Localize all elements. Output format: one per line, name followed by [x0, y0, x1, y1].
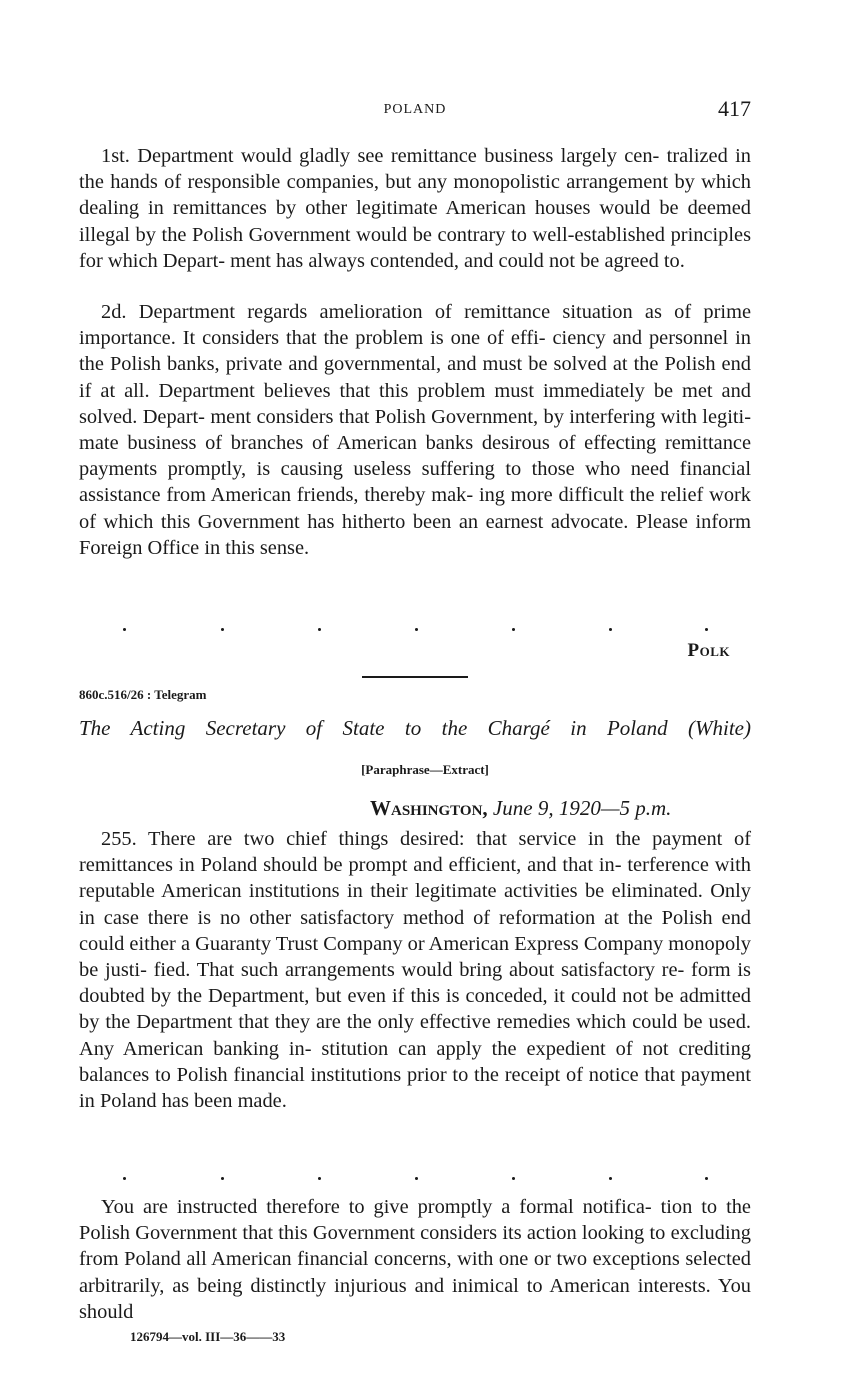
paragraph-2d-text: 2d. Department regards amelioration of remittance situation as of prime importance. It considers that the problem is one of effi- ciency and personnel in the Polish banks, private and governmental, and must be solved at the Polish end if at all. Department believes that this problem must immediately be met and solved. Depart- ment considers that Polish Government, by interfering with legiti- mate business of branches of American banks desirous of effecting remittance payments promptly, is causing useless suffering to those who need financial assistance from American friends, thereby mak- ing more difficult the relief work of which this Government has hitherto been an earnest advocate. Please inform Foreign Office in this sense.: [79, 301, 751, 559]
paragraph-instructions: [79, 1194, 751, 1325]
running-title: POLAND: [383, 102, 447, 117]
signature-polk: Polk: [687, 640, 730, 661]
ellipsis-row: [123, 1177, 713, 1189]
paragraph-2d: [79, 299, 751, 561]
ellipsis-row: [123, 628, 713, 640]
printer-footer: 126794—vol. III—36——33: [130, 1329, 286, 1344]
paragraph-255-text: 255. There are two chief things desired: that service in the payment of remittances in Poland should be prompt and efficient, and that in- terference with reputable American institutions in their legitimate activities be eliminated. Only in case there is no other satisfactory method of reformation at the Polish end could either a Guaranty Trust Company or American Express Company monopoly be justi- fied. That such arrangements would bring about satisfactory re- form is doubted by the Department, but even if this is conceded, it could not be admitted by the Department that they are the only effective remedies which could be used. Any American banking in- stitution can apply the expedient of not crediting balances to Polish financial institutions prior to the receipt of notice that payment in Poland has been made.: [79, 828, 751, 1113]
running-head: [79, 96, 751, 124]
document-heading: The Acting Secretary of State to the Chargé in Poland (White): [79, 716, 751, 740]
paragraph-instructions-text: You are instructed therefore to give promptly a formal notifica- tion to the Polish Government that this Government considers its action looking to excluding from Poland all American financial concerns, with one or two exceptions selected arbitrarily, as being distinctly injurious and inimical to American interests. You should: [79, 1196, 751, 1323]
paragraph-1st-text: 1st. Department would gladly see remittance business largely cen- tralized in the hands of responsible companies, but any monopolistic arrangement by which dealing in remittances by other legitimate American houses would be deemed illegal by the Polish Government would be contrary to well-established principles for which Depart- ment has always contended, and could not be agreed to.: [79, 145, 751, 272]
file-reference: 860c.516/26 : Telegram: [79, 687, 207, 702]
section-divider: [362, 676, 468, 678]
page-number: 417: [718, 96, 751, 121]
document-subheading: [Paraphrase—Extract]: [361, 762, 489, 777]
dateline: [370, 796, 750, 821]
paragraph-255: [79, 826, 751, 1114]
dateline-place: Washington,: [370, 796, 488, 820]
dateline-date: June 9, 1920—5 p.m.: [492, 796, 672, 820]
paragraph-1st: [79, 143, 751, 274]
